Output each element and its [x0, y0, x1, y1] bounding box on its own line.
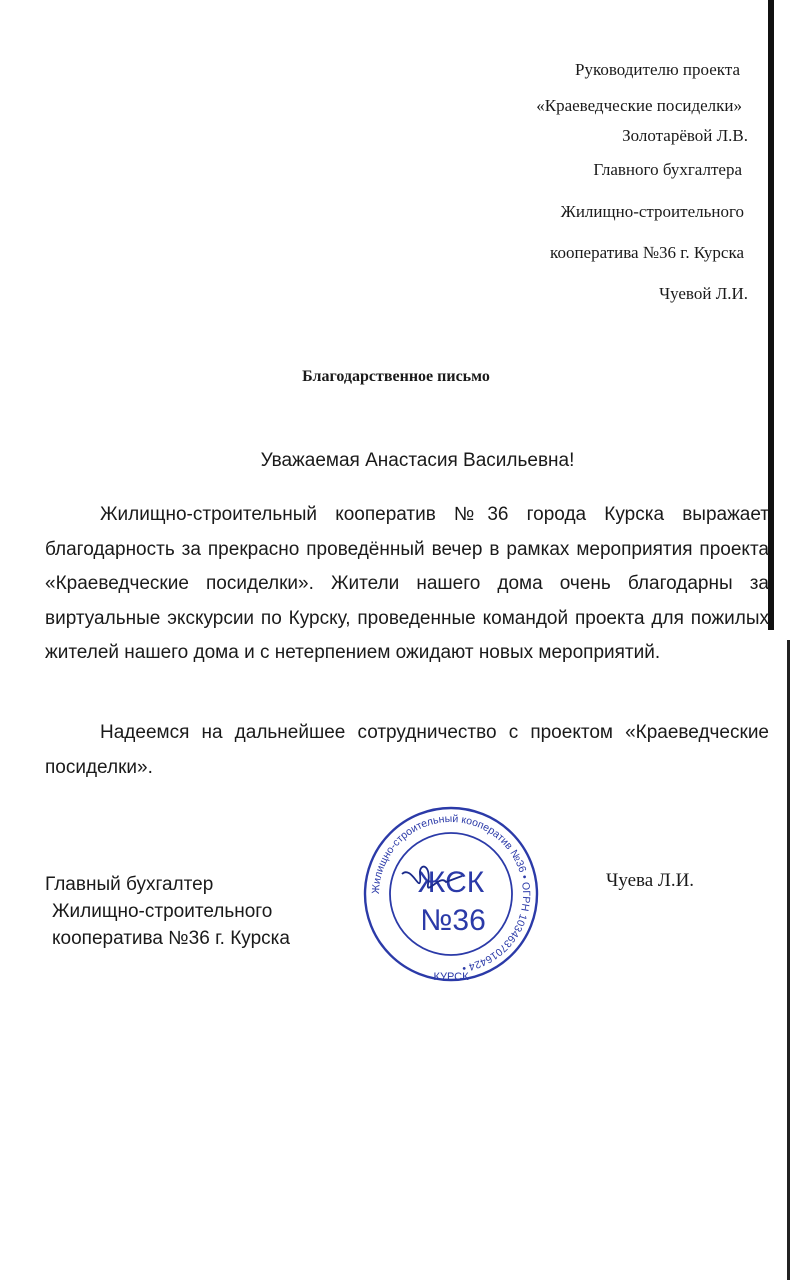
seal-city-text: КУРСК — [433, 971, 469, 983]
cooperative-seal — [362, 804, 540, 984]
signatory-organization: кооператива №36 г. Курска — [52, 928, 290, 949]
addressee-line: Чуевой Л.И. — [659, 284, 748, 303]
seal-center-abbr: ЖСК — [417, 866, 485, 899]
addressee-line: Главного бухгалтера — [593, 160, 742, 179]
letter-title: Благодарственное письмо — [302, 368, 490, 385]
signatory-name: Чуева Л.И. — [606, 870, 695, 891]
addressee-line: Жилищно-строительного — [560, 202, 744, 221]
paragraph-text: Жилищно-строительный кооператив №36 города Курска выражает благодарность за прекрасно проведённый вечер в рамках мероприятия проекта «Краеведческие посиделки». Жители нашего дома очень благодарны за виртуальные экскурсии по Курску, проведенные командой проекта для пожилых жителей нашего дома и с нетерпением ожидают новых мероприятий. — [45, 504, 769, 663]
addressee-line: «Краеведческие посиделки» — [536, 96, 742, 115]
addressee-line: Руководителю проекта — [575, 60, 740, 79]
seal-center-number: №36 — [420, 904, 486, 937]
greeting: Уважаемая Анастасия Васильевна! — [260, 450, 575, 471]
signatory-role: Главный бухгалтер — [45, 874, 214, 895]
paragraph-text: Надеемся на дальнейшее сотрудничество с проектом «Краеведческие посиделки». — [45, 722, 769, 778]
body-paragraph — [45, 498, 769, 671]
body-paragraph — [45, 716, 769, 785]
addressee-line: кооператива №36 г. Курска — [550, 243, 744, 262]
scan-edge — [787, 640, 790, 1280]
addressee-line: Золотарёвой Л.В. — [622, 126, 748, 145]
seal-outer-text: Жилищно-строительный кооператив №36 • ОГРН 1034637016424 • — [369, 812, 533, 975]
signatory-organization: Жилищно-строительного — [52, 901, 273, 922]
